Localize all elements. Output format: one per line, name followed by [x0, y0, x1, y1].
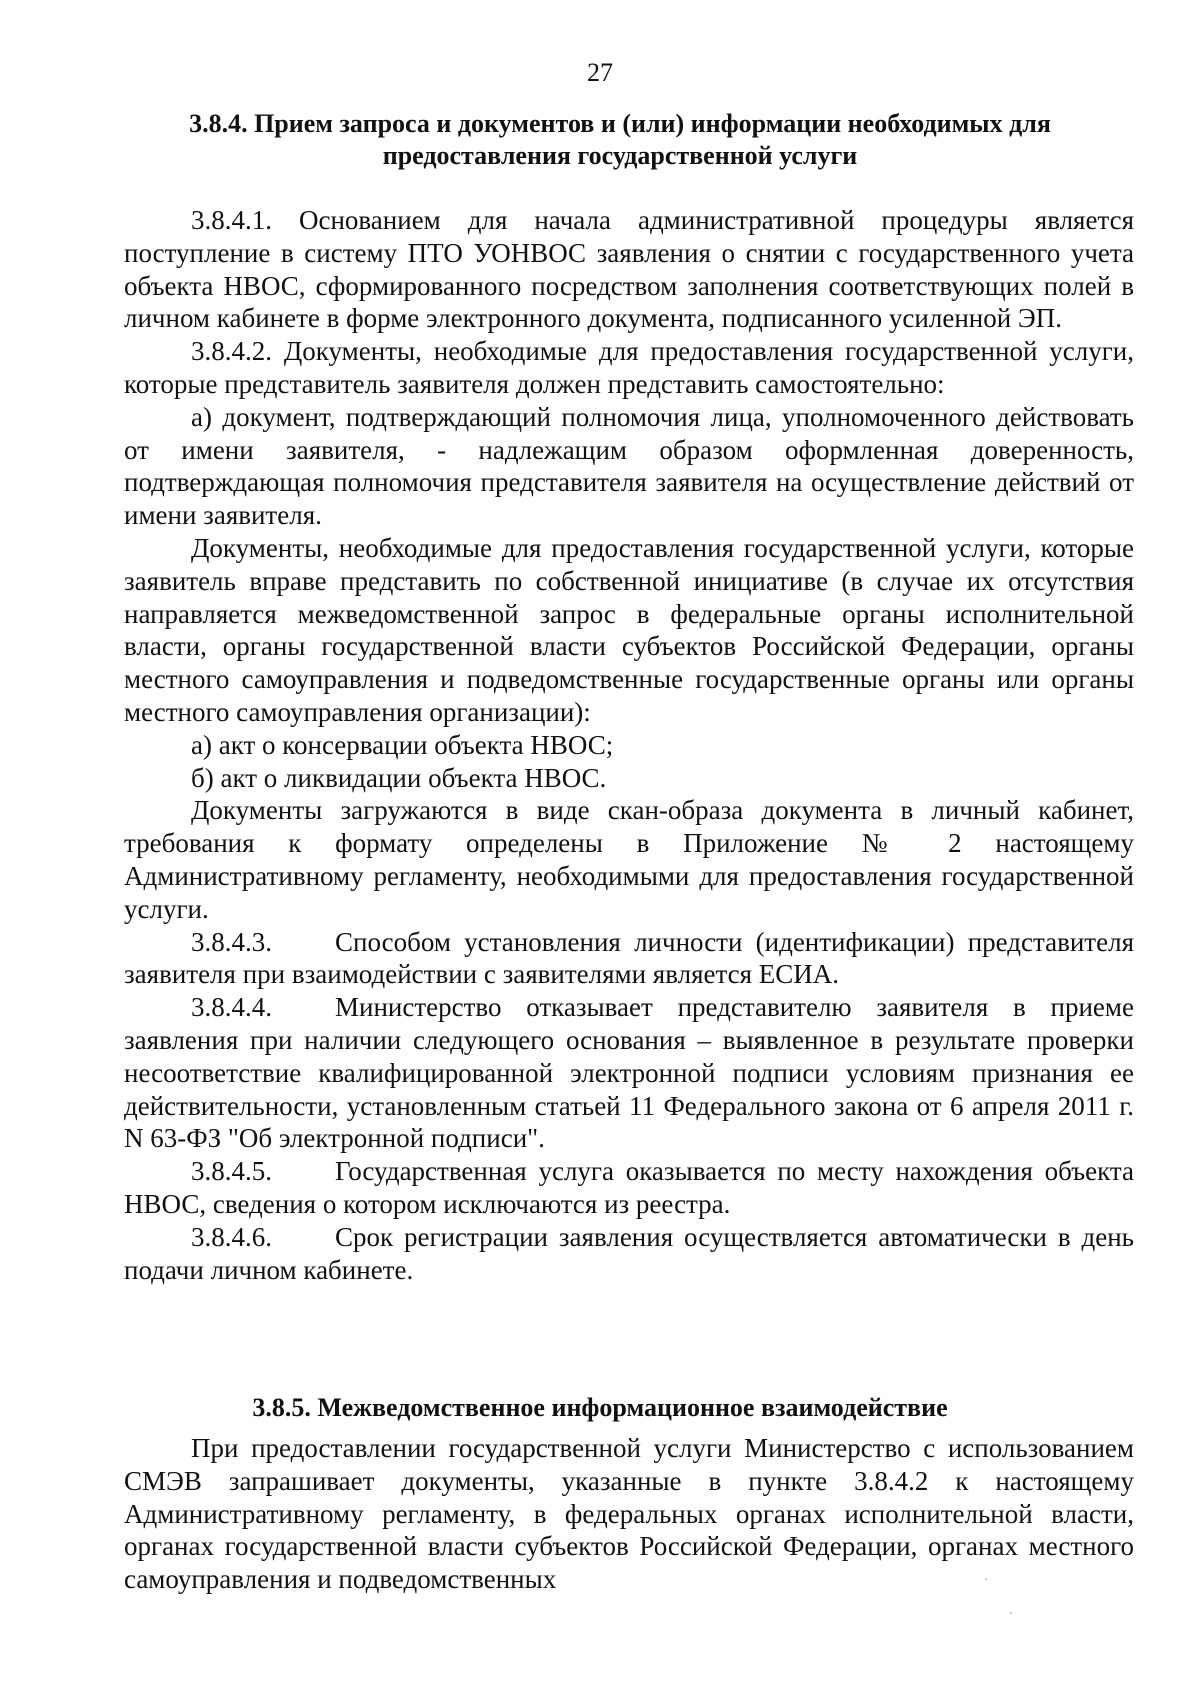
page-number: 27	[587, 58, 613, 87]
paragraph-text: Документы, необходимые для предоставления государственной услуги, которые представитель заявителя должен представить самостоятельно:	[124, 336, 1135, 399]
paragraph-text: Основанием для начала административной процедуры является поступление в систему ПТО УОНВОС заявления о снятии с государственного учета объекта НВОС, сформированного посредством заполнения соответствующих полей в личном кабинете в форме электронного документа, подписанного усиленной ЭП.	[124, 205, 1134, 334]
list-item-a-conservation-act	[124, 729, 1134, 762]
paragraph-number: 3.8.4.5.	[191, 1156, 272, 1187]
paragraph-number: 3.8.4.1.	[191, 205, 272, 235]
paragraph-text: а) акт о консервации объекта НВОС;	[191, 729, 614, 760]
paragraph-optional-documents	[124, 532, 1134, 729]
paragraph-text: Срок регистрации заявления осуществляется автоматически в день подачи личном кабинете.	[124, 1221, 1134, 1285]
paragraph-interagency-request	[124, 1432, 1134, 1596]
paragraph-number: 3.8.4.3.	[191, 926, 272, 957]
paragraph-3-8-4-6	[124, 1221, 1134, 1287]
scan-artifact	[985, 1578, 987, 1580]
paragraph-number: 3.8.4.4.	[191, 992, 272, 1023]
scan-artifact	[1010, 1612, 1012, 1614]
paragraph-number: 3.8.4.6.	[191, 1221, 272, 1252]
paragraph-text: Государственная услуга оказывается по месту нахождения объекта НВОС, сведения о котором исключаются из реестра.	[124, 1156, 1134, 1219]
paragraph-3-8-4-3	[124, 926, 1134, 992]
paragraph-3-8-4-5	[124, 1155, 1134, 1221]
paragraph-text: Документы, необходимые для предоставления государственной услуги, которые заявитель вправе представить по собственной инициативе (в случае их отсутствия направляется межведомственной запрос в федеральные органы исполнительной власти, органы государственной власти субъектов Российской Федерации, органы местного самоуправления и подведомственные государственные органы или органы местного самоуправления организации):	[124, 532, 1134, 727]
section-3-8-4-body	[124, 204, 1134, 1286]
paragraph-scan-upload	[124, 794, 1134, 925]
section-3-8-4-heading: 3.8.4. Прием запроса и документов и (или) информации необходимых для предоставления государственной услуги	[189, 109, 1051, 170]
paragraph-text: При предоставлении государственной услуги Министерство с использованием СМЭВ запрашивает документы, указанные в пункте 3.8.4.2 к настоящему Административному регламенту, в федеральных органах исполнительной власти, органах государственной власти субъектов Российской Федерации, органах местного самоуправления и подведомственных	[124, 1433, 1134, 1595]
paragraph-3-8-4-2	[124, 335, 1134, 401]
section-3-8-5-heading: 3.8.5. Межведомственное информационное взаимодействие	[252, 1393, 948, 1422]
paragraph-text: а) документ, подтверждающий полномочия лица, уполномоченного действовать от имени заявителя, - надлежащим образом оформленная доверенность, подтверждающая полномочия представителя заявителя на осуществление действий от имени заявителя.	[124, 401, 1134, 531]
list-item-a-power-of-attorney	[124, 401, 1134, 532]
paragraph-3-8-4-1	[124, 204, 1134, 335]
paragraph-number: 3.8.4.2.	[191, 336, 272, 367]
section-3-8-5-body	[124, 1432, 1134, 1596]
paragraph-text: Министерство отказывает представителю заявителя в приеме заявления при наличии следующего основания – выявленное в результате проверки несоответствие квалифицированной электронной подписи условиям признания ее действительности, установленным статьей 11 Федерального закона от 6 апреля 2011 г. N 63-ФЗ "Об электронной подписи".	[124, 992, 1134, 1154]
paragraph-text: Документы загружаются в виде скан-образа документа в личный кабинет, требования к формату определены в Приложение № 2 настоящему Административному регламенту, необходимыми для предоставления государственной услуги.	[124, 795, 1134, 924]
paragraph-text: б) акт о ликвидации объекта НВОС.	[191, 762, 607, 793]
paragraph-3-8-4-4	[124, 991, 1134, 1155]
list-item-b-liquidation-act	[124, 762, 1134, 795]
paragraph-text: Способом установления личности (идентификации) представителя заявителя при взаимодействии с заявителями является ЕСИА.	[124, 926, 1134, 990]
